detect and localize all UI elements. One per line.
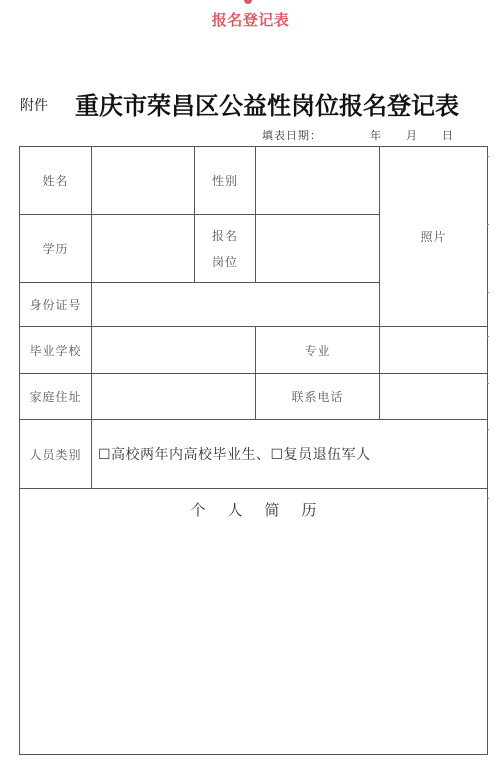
id-number-label: 身份证号	[20, 283, 92, 327]
photo-label: 照片	[420, 230, 447, 244]
registration-form-table	[19, 146, 488, 755]
resume-section[interactable]	[20, 489, 488, 755]
margin-tick-mark	[487, 224, 489, 225]
page-title: 报名登记表	[211, 11, 290, 29]
school-label: 毕业学校	[20, 327, 92, 374]
gender-field[interactable]	[256, 147, 380, 215]
margin-tick-mark	[487, 429, 489, 430]
date-day-label: 日	[442, 129, 453, 142]
position-field[interactable]	[256, 215, 380, 283]
major-field[interactable]	[380, 327, 488, 374]
school-field[interactable]	[92, 327, 256, 374]
position-label-line-1: 报名	[211, 228, 238, 243]
education-label: 学历	[20, 215, 92, 283]
document-title: 重庆市荣昌区公益性岗位报名登记表	[75, 91, 459, 120]
position-label	[195, 215, 256, 283]
header-dot-decoration	[244, 0, 252, 4]
date-year-label: 年	[370, 129, 381, 142]
photo-cell[interactable]	[380, 147, 488, 327]
resume-title: 个人简历	[190, 501, 339, 519]
position-label-line-2: 岗位	[211, 254, 238, 269]
fill-date-label: 填表日期：	[262, 129, 322, 142]
name-field[interactable]	[92, 147, 195, 215]
gender-label: 性别	[195, 147, 256, 215]
margin-tick-mark	[487, 156, 489, 157]
category-options[interactable]: ☐高校两年内高校毕业生、☐复员退伍军人	[92, 420, 488, 489]
address-label: 家庭住址	[20, 374, 92, 420]
major-label: 专业	[256, 327, 380, 374]
margin-tick-mark	[487, 292, 489, 293]
margin-tick-mark	[487, 498, 489, 499]
education-field[interactable]	[92, 215, 195, 283]
phone-field[interactable]	[380, 374, 488, 420]
phone-label: 联系电话	[256, 374, 380, 420]
margin-tick-mark	[487, 383, 489, 384]
name-label: 姓名	[20, 147, 92, 215]
annex-label: 附件	[20, 98, 48, 114]
address-field[interactable]	[92, 374, 256, 420]
id-number-field[interactable]	[92, 283, 380, 327]
category-label: 人员类别	[20, 420, 92, 489]
margin-tick-mark	[487, 336, 489, 337]
date-month-label: 月	[406, 129, 417, 142]
